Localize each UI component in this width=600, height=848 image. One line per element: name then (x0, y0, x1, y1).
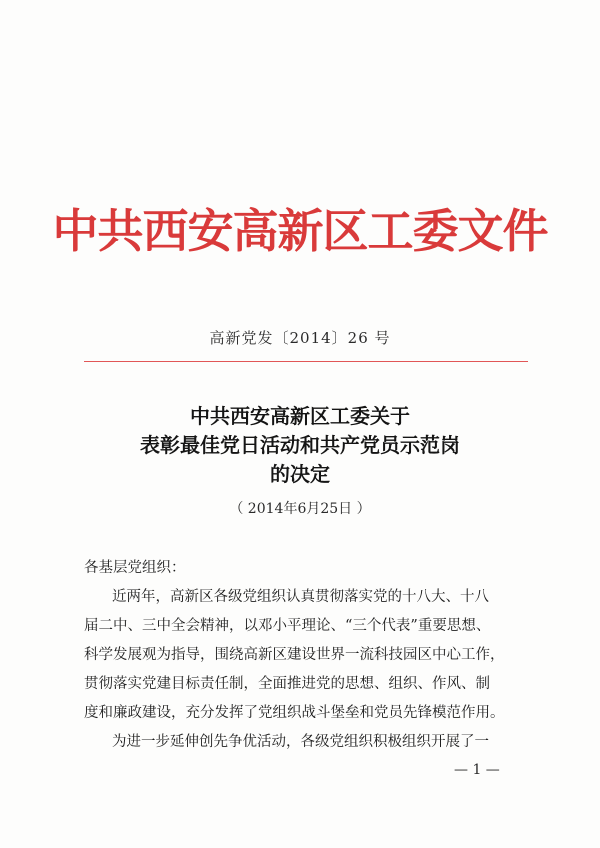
title-line-2: 表彰最佳党日活动和共产党员示范岗 (140, 433, 460, 457)
paragraph-1-line-1: 近两年，高新区各级党组织认真贯彻落实党的十八大、十八 (112, 589, 489, 605)
document-date: （ 2014年6月25日 ） (229, 501, 371, 517)
paragraph-2-line-1: 为进一步延伸创先争优活动，各级党组织积极组织开展了一 (112, 734, 489, 750)
document-body (84, 554, 530, 757)
paragraph-1-line-3: 科学发展观为指导，围绕高新区建设世界一流科技园区中心工作， (84, 647, 505, 663)
title-line-3: 的决定 (270, 462, 330, 486)
title-line-1: 中共西安高新区工委关于 (190, 404, 410, 428)
document-masthead: 中共西安高新区工委文件 (52, 204, 548, 258)
paragraph-1-line-5: 度和廉政建设，充分发挥了党组织战斗堡垒和党员先锋模范作用。 (84, 705, 505, 721)
page-number: — 1 — (454, 762, 500, 778)
salutation: 各基层党组织： (84, 560, 186, 576)
document-title (0, 402, 600, 489)
red-separator-line (84, 361, 528, 362)
document-number: 高新党发〔2014〕26 号 (209, 329, 391, 347)
paragraph-1-line-4: 贯彻落实党建目标责任制，全面推进党的思想、组织、作风、制 (84, 676, 490, 692)
paragraph-1-line-2: 届二中、三中全会精神，以邓小平理论、“三个代表”重要思想、 (84, 618, 491, 634)
